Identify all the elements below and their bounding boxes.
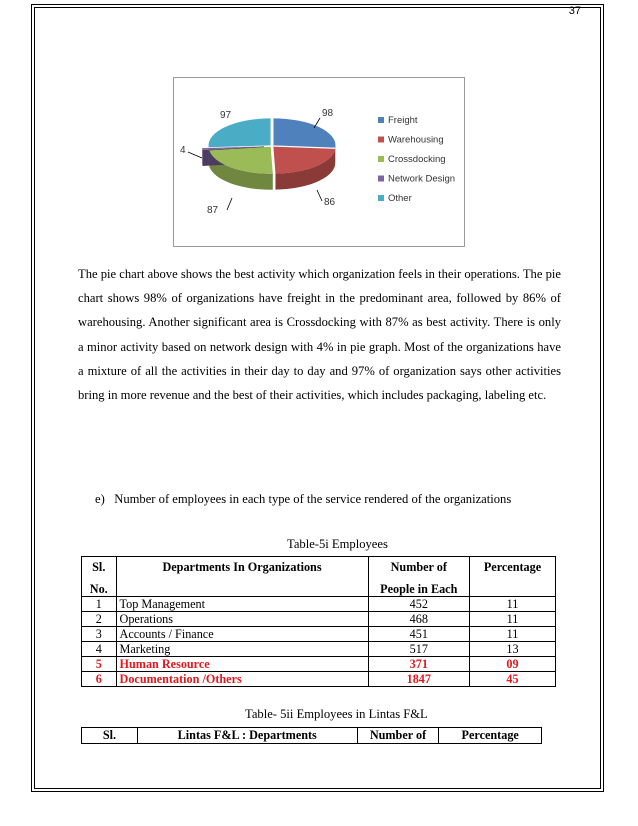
row-percentage: 11 (470, 612, 556, 627)
row-sl: 4 (82, 642, 117, 657)
row-department: Documentation /Others (116, 672, 368, 687)
pie-slice-other (209, 118, 271, 147)
legend-label: Network Design (388, 173, 456, 185)
header-people-in-each: People in Each (368, 578, 470, 597)
table-row-highlighted (82, 657, 556, 672)
table-row (82, 627, 556, 642)
row-number: 451 (368, 627, 470, 642)
header-sl: Sl. (82, 557, 117, 579)
pie-leader-line (188, 152, 202, 158)
legend-swatch (378, 195, 384, 201)
table-header-row (82, 728, 542, 744)
row-sl: 2 (82, 612, 117, 627)
legend-label: Warehousing (388, 134, 444, 146)
table-header-row (82, 557, 556, 579)
header-percentage: Percentage (470, 557, 556, 597)
table2-caption: Table- 5ii Employees in Lintas F&L (245, 707, 428, 721)
pie-leader-line (317, 190, 322, 201)
row-number: 468 (368, 612, 470, 627)
chart-description-paragraph: The pie chart above shows the best activity which organization feels in their operations. The pie chart shows 98% of organizations have freight in the predominant area, followed by 86% of warehousing. Another significant area is Crossdocking with 87% as best activity. There is only a minor activity based on network design with 4% in pie graph. Most of the organizations have a mixture of all the activities in their day to day and 97% of organization says other activities bring in more revenue and the best of their activities, which includes packaging, labeling etc. (78, 267, 561, 403)
header-departments: Departments In Organizations (116, 557, 368, 597)
row-number: 452 (368, 597, 470, 612)
legend-swatch (378, 176, 384, 182)
employees-table (81, 556, 556, 687)
legend-label: Other (388, 193, 412, 204)
table1-caption: Table-5i Employees (287, 537, 388, 551)
header-number: Number of (357, 728, 439, 744)
pie-leader-line (227, 198, 232, 210)
lintas-table (81, 727, 542, 744)
pie-chart (174, 78, 464, 246)
table-row (82, 642, 556, 657)
row-department: Operations (116, 612, 368, 627)
header-percentage: Percentage (439, 728, 542, 744)
row-sl: 1 (82, 597, 117, 612)
table-row (82, 612, 556, 627)
row-sl: 5 (82, 657, 117, 672)
row-percentage: 11 (470, 597, 556, 612)
pie-slice-freight (273, 118, 335, 147)
pie-chart-frame (173, 77, 465, 247)
row-sl: 3 (82, 627, 117, 642)
row-department: Accounts / Finance (116, 627, 368, 642)
row-percentage: 45 (470, 672, 556, 687)
section-heading-e: e) Number of employees in each type of the service rendered of the organizations (95, 492, 512, 506)
pie-data-label: 97 (220, 110, 232, 121)
pie-data-label: 4 (180, 145, 186, 156)
header-no: No. (82, 578, 117, 597)
table-row (82, 597, 556, 612)
legend-label: Crossdocking (388, 154, 446, 165)
page-number: 37 (568, 5, 581, 17)
row-number: 371 (368, 657, 470, 672)
row-percentage: 13 (470, 642, 556, 657)
header-number: Number of (368, 557, 470, 579)
row-number: 1847 (368, 672, 470, 687)
row-percentage: 11 (470, 627, 556, 642)
legend-swatch (378, 156, 384, 162)
header-departments: Lintas F&L : Departments (137, 728, 357, 744)
pie-data-label: 98 (322, 108, 334, 119)
row-department: Human Resource (116, 657, 368, 672)
header-sl: Sl. (82, 728, 138, 744)
pie-data-label: 86 (324, 197, 336, 208)
legend-swatch (378, 137, 384, 143)
pie-data-label: 87 (207, 205, 219, 216)
legend-swatch (378, 117, 384, 123)
row-department: Top Management (116, 597, 368, 612)
row-department: Marketing (116, 642, 368, 657)
row-number: 517 (368, 642, 470, 657)
row-sl: 6 (82, 672, 117, 687)
table-row-highlighted (82, 672, 556, 687)
row-percentage: 09 (470, 657, 556, 672)
legend-label: Freight (388, 115, 418, 126)
